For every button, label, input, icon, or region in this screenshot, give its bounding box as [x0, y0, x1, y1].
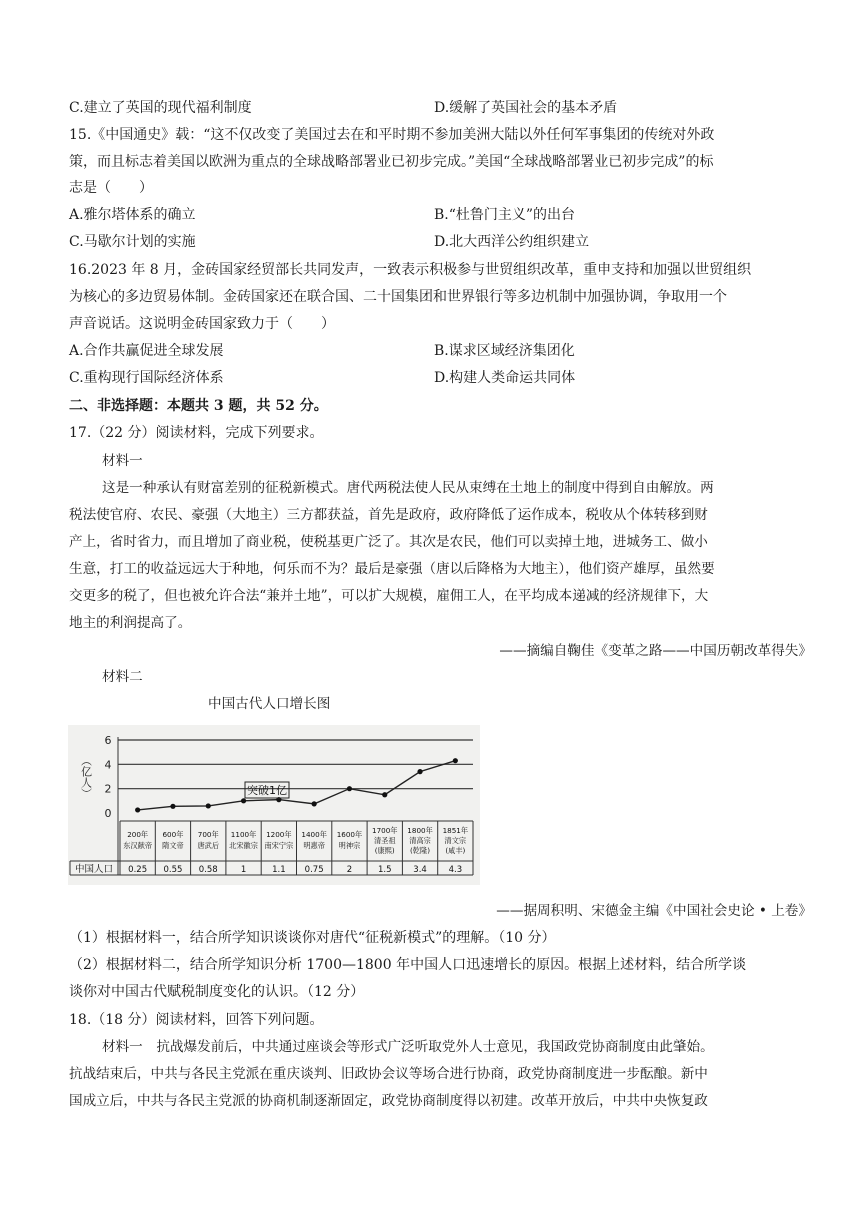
x-category-label: 1700年 — [372, 826, 398, 835]
population-value-label: 1 — [240, 865, 247, 875]
q15-stem-line2: 策，而且标志着美国以欧洲为重点的全球战略部署业已初步完成。”美国“全球战略部署业已初步完成”的标 — [69, 154, 714, 170]
population-series — [135, 758, 458, 812]
x-category-label: 1851年 — [442, 826, 469, 835]
q14-option-c: C.建立了英国的现代福利制度 — [69, 100, 252, 116]
x-category-label: (康熙) — [374, 846, 395, 855]
data-point — [347, 786, 352, 791]
q15-option-c: C.马歇尔计划的实施 — [69, 234, 196, 250]
population-chart-svg — [68, 725, 480, 885]
q15-stem-line3: 志是（ ） — [69, 180, 153, 196]
q17-material2-source: ——据周积明、宋德金主编《中国社会史论 • 上卷》 — [496, 903, 812, 919]
x-category-labels — [123, 826, 468, 855]
q16-option-a: A.合作共赢促进全球发展 — [69, 343, 224, 359]
section-heading: 二、非选择题：本题共 3 题，共 52 分。 — [69, 398, 328, 414]
q18-material1-line: 国成立后，中共与各民主党派的协商机制逐渐固定，政党协商制度得以初建。改革开放后，中共中央恢复政 — [69, 1093, 708, 1109]
x-category-label: 1400年 — [301, 830, 327, 839]
x-category-label: (乾隆) — [410, 846, 431, 855]
q15-option-d: D.北大西洋公约组织建立 — [434, 234, 590, 250]
x-category-label: 1600年 — [336, 830, 363, 839]
y-tick-label: 0 — [104, 807, 112, 820]
x-category-label: 700年 — [197, 830, 219, 839]
data-point — [382, 792, 387, 797]
data-point — [170, 804, 175, 809]
q17-material1-source: ——摘编自鞠佳《变革之路——中国历朝改革得失》 — [499, 643, 812, 659]
population-value-label: 0.25 — [128, 865, 148, 875]
q17-stem: 17.（22 分）阅读材料，完成下列要求。 — [69, 425, 324, 441]
q17-material1-label: 材料一 — [102, 453, 143, 469]
x-category-label: 1800年 — [407, 826, 433, 835]
population-line — [138, 761, 456, 810]
x-category-label: 清文宗 — [444, 836, 467, 845]
q16-stem-line1: 16.2023 年 8 月，金砖国家经贸部长共同发声，一致表示积极参与世贸组织改革，重申支持和加强以世贸组织 — [69, 262, 752, 278]
x-category-label: 东汉献帝 — [123, 841, 153, 850]
q17-material1-line: 生意，打工的收益远远大于种地，何乐而不为？最后是豪强（唐以后降格为大地主），他们资产雄厚，虽然要 — [69, 561, 715, 577]
population-value-label: 0.58 — [198, 865, 218, 875]
x-category-label: 隋文帝 — [162, 841, 184, 850]
x-category-label: 清圣祖 — [373, 836, 396, 845]
population-value-label: 1.5 — [377, 865, 392, 875]
x-category-label: 200年 — [127, 830, 149, 839]
q15-option-a: A.雅尔塔体系的确立 — [69, 207, 196, 223]
q16-stem-line3: 声音说话。这说明金砖国家致力于（ ） — [69, 316, 335, 332]
x-category-label: 1200年 — [266, 830, 292, 839]
data-point — [241, 798, 246, 803]
q17-material1-line: 产上，省时省力，而且增加了商业税，使税基更广泛了。其次是农民，他们可以卖掉土地，进城务工、做小 — [69, 534, 708, 550]
population-value-label: 2 — [346, 865, 353, 875]
q17-material1-line: 地主的利润提高了。 — [69, 615, 192, 631]
data-point — [206, 803, 211, 808]
x-category-label: 清高宗 — [409, 836, 431, 845]
annotation-breakthrough — [245, 782, 289, 798]
row-label: 中国人口 — [74, 864, 114, 875]
x-category-label: 1100年 — [230, 830, 257, 839]
annotation-text: 突破1亿 — [247, 784, 287, 797]
population-value-label: 4.3 — [448, 865, 463, 875]
data-point — [135, 807, 140, 812]
population-chart — [68, 725, 480, 885]
population-value-label: 0.75 — [304, 865, 324, 875]
y-tick-label: 4 — [104, 758, 112, 772]
q17-subquestion-2-line1: （2）根据材料二，结合所学知识分析 1700—1800 年中国人口迅速增长的原因。根据上述材料，结合所学谈 — [69, 957, 747, 973]
x-category-label: 唐武后 — [197, 841, 220, 850]
x-category-label: 南宋宁宗 — [264, 841, 294, 850]
q16-option-b: B.谋求区域经济集团化 — [434, 343, 575, 359]
q16-option-d: D.构建人类命运共同体 — [434, 370, 576, 386]
q14-option-d: D.缓解了英国社会的基本矛盾 — [434, 100, 618, 116]
x-category-label: 600年 — [162, 830, 184, 839]
x-category-label: (咸丰) — [445, 846, 466, 855]
q16-option-c: C.重构现行国际经济体系 — [69, 370, 224, 386]
q16-stem-line2: 为核心的多边贸易体制。金砖国家还在联合国、二十国集团和世界银行等多边机制中加强协调，争取用一个 — [69, 289, 727, 305]
population-value-label: 1.1 — [272, 865, 286, 875]
chart-title: 中国古代人口增长图 — [208, 696, 331, 712]
y-tick-label: 6 — [104, 734, 112, 747]
population-value-label: 3.4 — [413, 865, 427, 875]
q18-stem: 18.（18 分）阅读材料，回答下列问题。 — [69, 1012, 324, 1028]
x-category-label: 明惠帝 — [303, 841, 325, 850]
y-axis-label: （亿人） — [79, 755, 93, 799]
population-value-label: 0.55 — [163, 865, 183, 875]
x-category-label: 明神宗 — [338, 841, 361, 850]
q17-subquestion-2-line2: 谈你对中国古代赋税制度变化的认识。（12 分） — [69, 984, 365, 1000]
q17-subquestion-1: （1）根据材料一，结合所学知识谈谈你对唐代“征税新模式”的理解。（10 分） — [69, 930, 556, 946]
y-tick-label: 2 — [104, 782, 112, 796]
data-point — [417, 769, 422, 774]
data-point — [453, 758, 458, 763]
q18-material1-line: 抗战结束后，中共与各民主党派在重庆谈判、旧政协会议等场合进行协商，政党协商制度进一步酝酿。新中 — [69, 1066, 708, 1082]
q17-material2-label: 材料二 — [102, 669, 143, 685]
q15-option-b: B.“杜鲁门主义”的出台 — [434, 207, 576, 223]
q17-material1-line: 税法使官府、农民、豪强（大地主）三方都获益，首先是政府，政府降低了运作成本，税收从个体转移到财 — [69, 507, 708, 523]
data-point — [312, 801, 317, 806]
q17-material1-line: 交更多的税了，但也被允许合法“兼并土地”，可以扩大规模，雇佣工人，在平均成本递减的经济规律下，大 — [69, 588, 709, 604]
x-category-label: 北宋徽宗 — [229, 841, 258, 850]
q17-material1-line: 这是一种承认有财富差别的征税新模式。唐代两税法使人民从束缚在土地上的制度中得到自由解放。两 — [102, 480, 714, 496]
q18-material1-line: 材料一 抗战爆发前后，中共通过座谈会等形式广泛听取党外人士意见，我国政党协商制度由此肇始。 — [102, 1039, 714, 1055]
y-tick-labels — [105, 734, 112, 820]
q15-stem-line1: 15.《中国通史》载：“这不仅改变了美国过去在和平时期不参加美洲大陆以外任何军事集团的传统对外政 — [69, 127, 715, 143]
